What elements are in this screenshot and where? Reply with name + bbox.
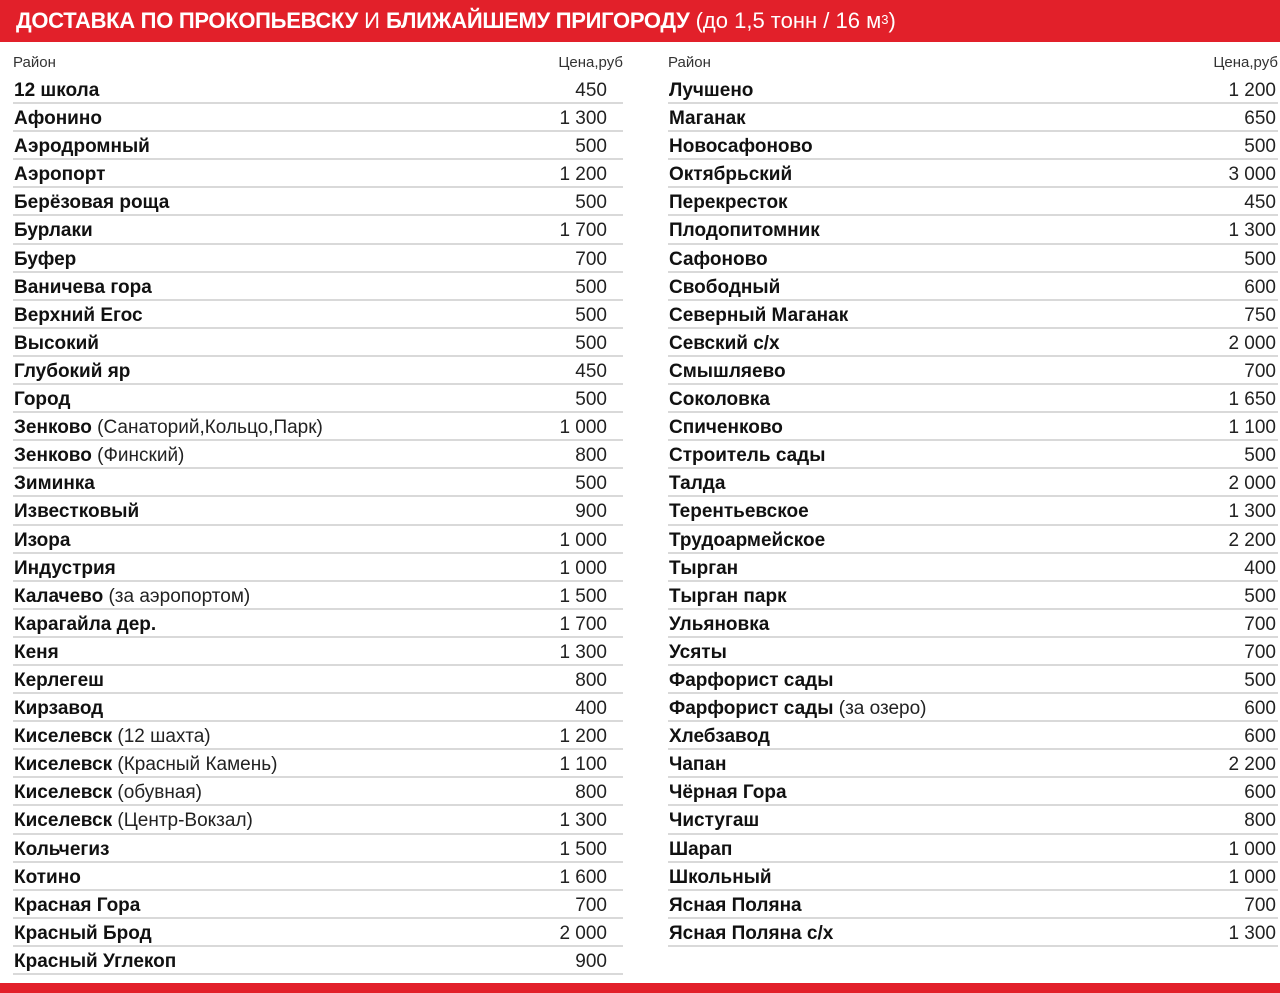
- district-name-detail: (Финский): [91, 445, 185, 467]
- table-row: [13, 582, 623, 610]
- price-value: 1 300: [559, 810, 607, 832]
- page-header: [0, 0, 1280, 42]
- district-name: [669, 443, 825, 469]
- table-row: [668, 245, 1278, 273]
- price-value: 400: [575, 698, 607, 720]
- district-name-main: Тырган парк: [669, 585, 787, 607]
- district-name: [669, 331, 780, 357]
- price-value: 800: [575, 445, 607, 467]
- price-value: 1 500: [559, 838, 607, 860]
- district-name: [669, 640, 727, 666]
- table-row: [668, 722, 1278, 750]
- price-header: Цена,руб: [558, 54, 623, 71]
- district-name-main: Тырган: [669, 557, 739, 579]
- district-name: [669, 865, 772, 891]
- district-name-main: Глубокий яр: [14, 360, 131, 382]
- district-name-main: Керлегеш: [14, 669, 104, 691]
- price-value: 1 000: [559, 529, 607, 551]
- table-row: [668, 413, 1278, 441]
- district-name: [669, 415, 783, 441]
- price-value: 1 500: [559, 585, 607, 607]
- price-value: 600: [1244, 276, 1276, 298]
- district-name: [14, 190, 169, 216]
- district-name: [14, 78, 99, 104]
- price-value: 700: [575, 248, 607, 270]
- price-value: 700: [575, 894, 607, 916]
- table-row: [13, 357, 623, 385]
- table-row: [668, 357, 1278, 385]
- price-value: 500: [575, 192, 607, 214]
- district-name-main: Киселевск: [14, 810, 113, 832]
- district-name: [669, 218, 820, 244]
- district-name-main: Северный Маганак: [669, 304, 849, 326]
- table-row: [13, 329, 623, 357]
- district-name: [669, 724, 770, 750]
- district-name-main: Хлебзавод: [669, 726, 770, 748]
- district-name: [14, 387, 70, 413]
- price-value: 500: [575, 473, 607, 495]
- header-title-part1: ДОСТАВКА ПО ПРОКОПЬЕВСКУ: [16, 8, 358, 33]
- district-name: [14, 331, 99, 357]
- column-header-left: [13, 50, 623, 76]
- table-row: [13, 104, 623, 132]
- price-value: 600: [1244, 726, 1276, 748]
- table-row: [13, 947, 623, 975]
- price-value: 700: [1244, 360, 1276, 382]
- district-name: [14, 415, 323, 441]
- price-value: 2 000: [559, 922, 607, 944]
- table-row: [668, 497, 1278, 525]
- table-row: [13, 132, 623, 160]
- district-name-detail: (Красный Камень): [112, 754, 278, 776]
- price-value: 2 200: [1228, 754, 1276, 776]
- table-row: [668, 863, 1278, 891]
- district-name: [14, 808, 253, 834]
- price-value: 1 300: [1228, 220, 1276, 242]
- table-row: [13, 863, 623, 891]
- district-header: Район: [668, 54, 711, 71]
- table-row: [13, 891, 623, 919]
- district-name: [14, 949, 176, 975]
- district-name: [669, 780, 787, 806]
- table-row: [13, 441, 623, 469]
- price-value: 800: [1244, 810, 1276, 832]
- price-value: 700: [1244, 613, 1276, 635]
- table-row: [668, 385, 1278, 413]
- district-name-main: Ульяновка: [669, 613, 770, 635]
- table-row: [668, 469, 1278, 497]
- table-row: [13, 554, 623, 582]
- price-value: 650: [1244, 108, 1276, 130]
- header-capacity-close: ): [888, 8, 896, 33]
- price-value: 700: [1244, 894, 1276, 916]
- district-name: [14, 471, 95, 497]
- table-row: [13, 666, 623, 694]
- district-name-main: Фарфорист сады: [669, 698, 834, 720]
- table-row: [668, 750, 1278, 778]
- district-name-main: Севский с/х: [669, 332, 780, 354]
- district-name-main: Новосафоново: [669, 136, 813, 158]
- table-row: [13, 301, 623, 329]
- district-name-main: Красный Углекоп: [14, 950, 177, 972]
- district-name-main: Кеня: [14, 641, 59, 663]
- table-row: [13, 160, 623, 188]
- price-value: 1 200: [1228, 80, 1276, 101]
- district-name-detail: (за озеро): [833, 698, 927, 720]
- price-value: 1 100: [1228, 417, 1276, 439]
- district-name: [669, 471, 725, 497]
- district-name: [669, 584, 787, 610]
- price-value: 2 000: [1228, 332, 1276, 354]
- district-name-main: Зенково: [14, 445, 92, 467]
- district-name-main: Известковый: [14, 501, 140, 523]
- district-name-main: Аэродромный: [14, 136, 150, 158]
- district-name-main: Зенково: [14, 417, 92, 439]
- district-name-main: Усяты: [669, 641, 727, 663]
- district-name-main: Терентьевское: [669, 501, 809, 523]
- district-name-main: Маганак: [669, 108, 746, 130]
- price-value: 1 000: [559, 557, 607, 579]
- footer-bar: [0, 983, 1280, 993]
- district-name: [14, 499, 139, 525]
- table-row: [668, 132, 1278, 160]
- price-value: 1 300: [559, 108, 607, 130]
- district-name: [669, 499, 809, 525]
- price-value: 1 000: [559, 417, 607, 439]
- table-row: [668, 188, 1278, 216]
- price-value: 400: [1244, 557, 1276, 579]
- district-name-main: Перекресток: [669, 192, 788, 214]
- table-row: [668, 778, 1278, 806]
- district-name-main: Октябрьский: [669, 164, 793, 186]
- district-name: [669, 612, 769, 638]
- district-name-main: Изора: [14, 529, 71, 551]
- price-value: 3 000: [1228, 164, 1276, 186]
- district-name-main: Зиминка: [14, 473, 95, 495]
- district-name-main: Котино: [14, 866, 81, 888]
- district-name-main: Афонино: [14, 108, 102, 130]
- table-row: [668, 610, 1278, 638]
- district-name: [14, 556, 116, 582]
- district-name-main: Красный Брод: [14, 922, 152, 944]
- price-value: 600: [1244, 782, 1276, 804]
- table-row: [13, 413, 623, 441]
- district-name-main: Ясная Поляна с/х: [669, 922, 834, 944]
- district-name-main: Строитель сады: [669, 445, 826, 467]
- table-row: [13, 385, 623, 413]
- district-name: [669, 752, 726, 778]
- district-name: [14, 837, 109, 863]
- price-value: 600: [1244, 698, 1276, 720]
- district-name-detail: (обувная): [112, 782, 203, 804]
- district-name: [669, 528, 825, 554]
- price-value: 1 700: [559, 613, 607, 635]
- price-value: 1 000: [1228, 866, 1276, 888]
- price-value: 450: [1244, 192, 1276, 214]
- district-name-main: Чёрная Гора: [669, 782, 787, 804]
- table-row: [13, 722, 623, 750]
- district-name-main: Чапан: [669, 754, 727, 776]
- district-name: [14, 921, 152, 947]
- price-value: 800: [575, 782, 607, 804]
- district-name: [669, 696, 927, 722]
- district-name-main: Карагайла дер.: [14, 613, 157, 635]
- district-name-main: Калачево: [14, 585, 104, 607]
- district-name: [669, 303, 848, 329]
- district-name-main: Талда: [669, 473, 726, 495]
- district-name: [669, 387, 770, 413]
- district-name: [669, 808, 759, 834]
- district-name-main: Индустрия: [14, 557, 116, 579]
- header-capacity-sup: 3: [881, 11, 889, 27]
- header-capacity: (до 1,5 тонн / 16 м: [695, 8, 882, 33]
- district-name: [14, 106, 102, 132]
- table-row: [13, 919, 623, 947]
- price-value: 450: [575, 80, 607, 101]
- district-name-main: Свободный: [669, 276, 781, 298]
- price-value: 1 100: [559, 754, 607, 776]
- district-name: [14, 865, 81, 891]
- price-value: 1 300: [559, 641, 607, 663]
- price-value: 750: [1244, 304, 1276, 326]
- price-value: 2 200: [1228, 529, 1276, 551]
- price-table-left: [13, 50, 623, 975]
- table-row: [13, 610, 623, 638]
- price-table-right: [668, 50, 1278, 947]
- district-name-main: Киселевск: [14, 726, 113, 748]
- table-row: [13, 694, 623, 722]
- table-row: [668, 441, 1278, 469]
- table-row: [13, 469, 623, 497]
- district-name: [14, 893, 140, 919]
- table-row: [668, 76, 1278, 104]
- district-name: [14, 696, 103, 722]
- district-name: [669, 247, 768, 273]
- table-row: [13, 273, 623, 301]
- price-value: 500: [1244, 445, 1276, 467]
- price-value: 1 300: [1228, 922, 1276, 944]
- table-row: [668, 694, 1278, 722]
- district-name-main: Лучшено: [669, 80, 754, 101]
- price-header: Цена,руб: [1213, 54, 1278, 71]
- price-value: 1 650: [1228, 389, 1276, 411]
- district-name-detail: (Центр-Вокзал): [112, 810, 253, 832]
- price-value: 1 600: [559, 866, 607, 888]
- price-value: 500: [1244, 136, 1276, 158]
- district-name-main: Сафоново: [669, 248, 768, 270]
- district-name: [669, 190, 788, 216]
- table-row: [13, 750, 623, 778]
- table-row: [13, 188, 623, 216]
- price-value: 800: [575, 669, 607, 691]
- header-conjunction: И: [364, 8, 380, 33]
- district-name: [14, 247, 76, 273]
- district-name: [669, 556, 738, 582]
- table-row: [668, 273, 1278, 301]
- district-name-main: Высокий: [14, 332, 99, 354]
- price-value: 500: [575, 304, 607, 326]
- district-name-main: Кольчегиз: [14, 838, 110, 860]
- price-value: 1 700: [559, 220, 607, 242]
- table-row: [668, 666, 1278, 694]
- price-value: 1 200: [559, 164, 607, 186]
- table-row: [13, 778, 623, 806]
- district-name: [669, 134, 813, 160]
- table-row: [668, 582, 1278, 610]
- district-name: [669, 359, 786, 385]
- district-name-main: Соколовка: [669, 389, 770, 411]
- district-name-detail: (Санаторий,Кольцо,Парк): [91, 417, 323, 439]
- district-name-main: Шарап: [669, 838, 733, 860]
- price-value: 500: [1244, 669, 1276, 691]
- district-name-main: Спиченково: [669, 417, 783, 439]
- table-row: [13, 497, 623, 525]
- table-row: [668, 919, 1278, 947]
- price-value: 1 200: [559, 726, 607, 748]
- price-value: 500: [575, 136, 607, 158]
- district-name-main: Аэропорт: [14, 164, 106, 186]
- district-name: [14, 584, 250, 610]
- district-name: [669, 106, 746, 132]
- price-value: 500: [1244, 248, 1276, 270]
- table-row: [668, 835, 1278, 863]
- district-name: [14, 218, 93, 244]
- price-value: 500: [575, 389, 607, 411]
- table-row: [668, 160, 1278, 188]
- district-name-main: Киселевск: [14, 782, 113, 804]
- price-value: 500: [575, 276, 607, 298]
- district-name: [14, 275, 152, 301]
- price-value: 450: [575, 360, 607, 382]
- table-row: [13, 76, 623, 104]
- district-name: [14, 640, 59, 666]
- district-name: [14, 134, 150, 160]
- district-name-main: Бурлаки: [14, 220, 93, 242]
- district-name: [14, 752, 277, 778]
- district-name-main: Ясная Поляна: [669, 894, 802, 916]
- district-name-main: Кирзавод: [14, 698, 104, 720]
- district-name-main: Берёзовая роща: [14, 192, 170, 214]
- district-name: [669, 668, 833, 694]
- district-name-main: Чистугаш: [669, 810, 760, 832]
- district-name: [669, 837, 732, 863]
- district-header: Район: [13, 54, 56, 71]
- district-name-main: Киселевск: [14, 754, 113, 776]
- table-row: [13, 638, 623, 666]
- price-value: 700: [1244, 641, 1276, 663]
- district-name-main: Фарфорист сады: [669, 669, 834, 691]
- table-row: [13, 245, 623, 273]
- district-name: [14, 359, 130, 385]
- district-name: [669, 921, 833, 947]
- right-rows: [668, 76, 1278, 947]
- district-name-main: Плодопитомник: [669, 220, 820, 242]
- district-name: [14, 668, 104, 694]
- table-row: [668, 216, 1278, 244]
- district-name-main: 12 школа: [14, 80, 100, 101]
- table-row: [668, 891, 1278, 919]
- district-name-detail: (за аэропортом): [103, 585, 251, 607]
- district-name-main: Ваничева гора: [14, 276, 152, 298]
- district-name: [669, 893, 802, 919]
- district-name-main: Верхний Егос: [14, 304, 143, 326]
- district-name-detail: (12 шахта): [112, 726, 211, 748]
- table-row: [668, 554, 1278, 582]
- price-value: 500: [1244, 585, 1276, 607]
- district-name-main: Трудоармейское: [669, 529, 826, 551]
- district-name-main: Город: [14, 389, 71, 411]
- price-value: 1 000: [1228, 838, 1276, 860]
- district-name: [14, 303, 143, 329]
- table-row: [13, 216, 623, 244]
- district-name-main: Школьный: [669, 866, 772, 888]
- price-value: 1 300: [1228, 501, 1276, 523]
- district-name: [669, 78, 753, 104]
- table-row: [13, 526, 623, 554]
- district-name: [14, 780, 202, 806]
- district-name: [14, 612, 156, 638]
- district-name-main: Красная Гора: [14, 894, 141, 916]
- table-row: [668, 526, 1278, 554]
- left-rows: [13, 76, 623, 975]
- price-value: 500: [575, 332, 607, 354]
- table-row: [668, 638, 1278, 666]
- table-row: [13, 835, 623, 863]
- district-name: [14, 443, 184, 469]
- table-row: [668, 329, 1278, 357]
- price-value: 900: [575, 950, 607, 972]
- district-name: [669, 162, 792, 188]
- price-value: 2 000: [1228, 473, 1276, 495]
- district-name: [14, 162, 105, 188]
- table-row: [668, 104, 1278, 132]
- district-name-main: Смышляево: [669, 360, 786, 382]
- table-row: [13, 806, 623, 834]
- district-name: [14, 724, 211, 750]
- table-row: [668, 301, 1278, 329]
- district-name-main: Буфер: [14, 248, 77, 270]
- district-name: [669, 275, 780, 301]
- district-name: [14, 528, 70, 554]
- header-title-part2: БЛИЖАЙШЕМУ ПРИГОРОДУ: [386, 8, 690, 33]
- price-value: 900: [575, 501, 607, 523]
- table-row: [668, 806, 1278, 834]
- column-header-right: [668, 50, 1278, 76]
